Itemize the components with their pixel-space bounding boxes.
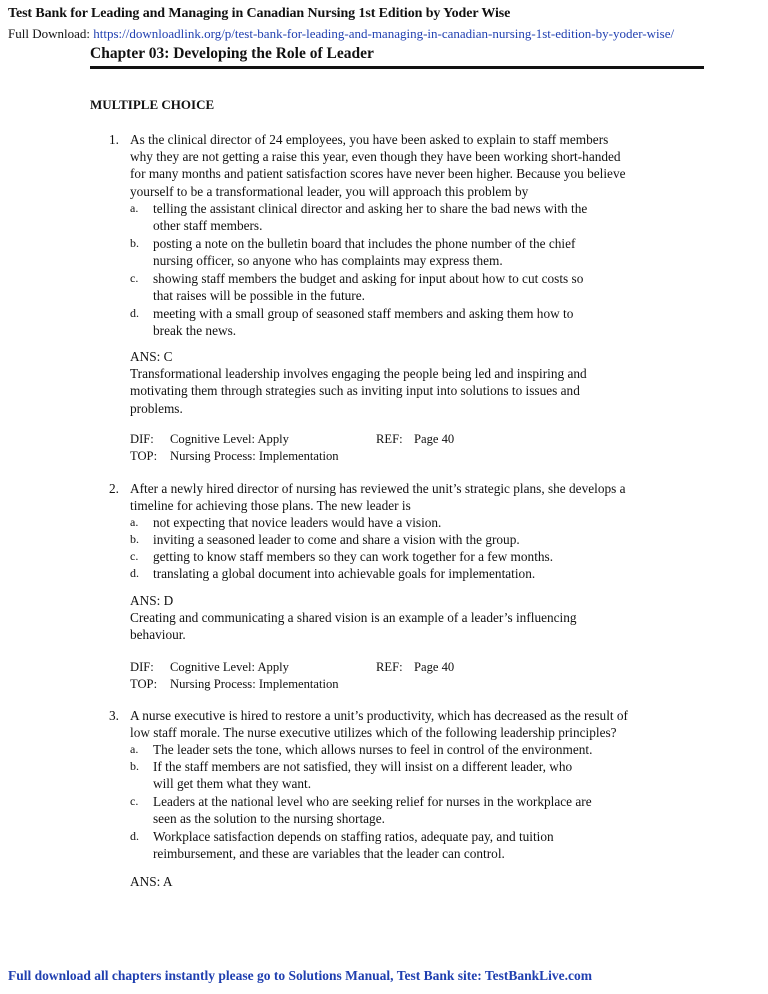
dif-value: Cognitive Level: Apply xyxy=(170,432,289,446)
option-text: telling the assistant clinical director and asking her to share the bad news with the xyxy=(153,201,588,216)
ref-value: Page 40 xyxy=(414,660,455,674)
document-header-title: Test Bank for Leading and Managing in Canadian Nursing 1st Edition by Yoder Wise xyxy=(8,6,511,21)
stem-line: for many months and patient satisfaction scores have never been higher. Because you believe xyxy=(130,166,626,182)
option-text: Leaders at the national level who are seeking relief for nurses in the workplace are xyxy=(153,794,592,809)
stem-line: As the clinical director of 24 employees, you have been asked to explain to staff members xyxy=(130,132,609,147)
stem-line: yourself to be a transformational leader, you will approach this problem by xyxy=(130,183,529,199)
question-number: 1. xyxy=(109,132,119,147)
rationale-line: behaviour. xyxy=(130,627,186,643)
ref-value: Page 40 xyxy=(414,432,455,446)
answer-block xyxy=(130,592,705,644)
dif-label: DIF: xyxy=(130,660,154,674)
stem-line: low staff morale. The nurse executive utilizes which of the following leadership principles? xyxy=(130,725,617,741)
download-label: Full Download: xyxy=(8,26,94,41)
option-text: seen as the solution to the nursing shortage. xyxy=(153,811,385,827)
answer-block xyxy=(130,348,705,417)
option-label: a. xyxy=(130,515,139,529)
option-text: other staff members. xyxy=(153,218,263,234)
answer-key: ANS: D xyxy=(130,593,174,608)
question-stem xyxy=(130,707,705,741)
option-label: d. xyxy=(130,566,139,580)
option-text: that raises will be possible in the future. xyxy=(153,288,365,304)
dif-value: Cognitive Level: Apply xyxy=(170,660,289,674)
option-label: b. xyxy=(130,236,139,250)
rationale-line: problems. xyxy=(130,400,183,416)
option-text: The leader sets the tone, which allows nurses to feel in control of the environment. xyxy=(153,742,593,757)
option-text: reimbursement, and these are variables that the leader can control. xyxy=(153,846,505,862)
option-text: break the news. xyxy=(153,323,237,339)
chapter-title: Chapter 03: Developing the Role of Leader xyxy=(90,45,374,62)
option-label: d. xyxy=(130,306,139,320)
question-stem xyxy=(130,480,705,514)
question-stem xyxy=(130,131,705,200)
option-label: d. xyxy=(130,829,139,843)
option-label: c. xyxy=(130,794,139,808)
option-text: not expecting that novice leaders would have a vision. xyxy=(153,515,442,530)
option-text: will get them what they want. xyxy=(153,776,312,792)
question-number: 3. xyxy=(109,708,119,723)
stem-line: A nurse executive is hired to restore a unit’s productivity, which has decreased as the result of xyxy=(130,708,628,723)
chapter-divider xyxy=(90,66,704,69)
option-label: c. xyxy=(130,271,139,285)
top-label: TOP: xyxy=(130,449,158,463)
stem-line: why they are not getting a raise this year, even though they have been working short-handed xyxy=(130,149,621,165)
dif-label: DIF: xyxy=(130,432,154,446)
option-text: translating a global document into achievable goals for implementation. xyxy=(153,566,536,581)
option-text: inviting a seasoned leader to come and share a vision with the group. xyxy=(153,532,520,547)
answer-key: ANS: A xyxy=(130,874,173,889)
option-text: Workplace satisfaction depends on staffing ratios, adequate pay, and tuition xyxy=(153,829,554,844)
option-text: meeting with a small group of seasoned staff members and asking them how to xyxy=(153,306,574,321)
option-label: b. xyxy=(130,759,139,773)
download-line xyxy=(8,26,674,42)
stem-line: timeline for achieving those plans. The new leader is xyxy=(130,498,411,514)
download-link[interactable]: https://downloadlink.org/p/test-bank-for-leading-and-managing-in-canadian-nursing-1st-edition-by-yoder-wise/ xyxy=(93,26,675,41)
question-number: 2. xyxy=(109,481,119,496)
option-text: getting to know staff members so they can work together for a few months. xyxy=(153,549,554,564)
rationale-line: Creating and communicating a shared vision is an example of a leader’s influencing xyxy=(130,610,577,626)
answer-key: ANS: C xyxy=(130,349,173,364)
option-label: b. xyxy=(130,532,139,546)
option-text: showing staff members the budget and asking for input about how to cut costs so xyxy=(153,271,584,286)
ref-label: REF: xyxy=(376,432,403,446)
top-value: Nursing Process: Implementation xyxy=(170,449,339,463)
option-text: nursing officer, so anyone who has complaints may express them. xyxy=(153,253,503,269)
footer-promo[interactable]: Full download all chapters instantly please go to Solutions Manual, Test Bank site: TestBankLive.com xyxy=(8,968,592,983)
top-value: Nursing Process: Implementation xyxy=(170,677,339,691)
option-text: If the staff members are not satisfied, they will insist on a different leader, who xyxy=(153,759,573,774)
ref-label: REF: xyxy=(376,660,403,674)
rationale-line: Transformational leadership involves engaging the people being led and inspiring and xyxy=(130,366,587,382)
section-heading: MULTIPLE CHOICE xyxy=(90,97,215,112)
rationale-line: motivating them through strategies such as inviting input into solutions to issues and xyxy=(130,383,580,399)
answer-block xyxy=(130,873,705,890)
option-text: posting a note on the bulletin board that includes the phone number of the chief xyxy=(153,236,576,251)
option-label: c. xyxy=(130,549,139,563)
stem-line: After a newly hired director of nursing has reviewed the unit’s strategic plans, she develops a xyxy=(130,481,626,496)
option-label: a. xyxy=(130,201,139,215)
option-label: a. xyxy=(130,742,139,756)
top-label: TOP: xyxy=(130,677,158,691)
